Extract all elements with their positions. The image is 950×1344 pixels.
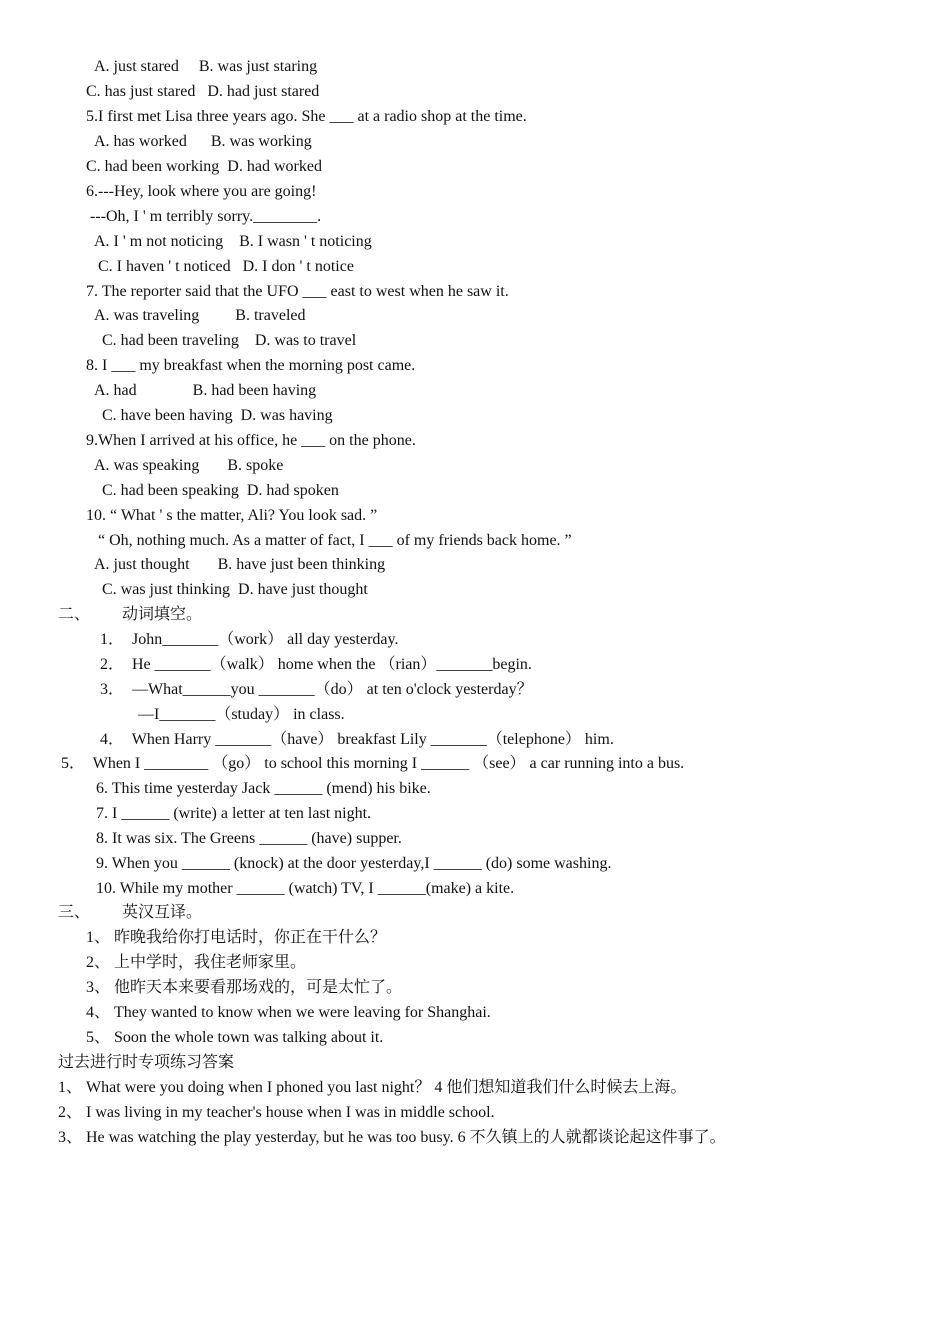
question-10-options-cd: C. was just thinking D. have just thought (102, 581, 368, 598)
question-9-options-cd: C. had been speaking D. had spoken (102, 482, 339, 499)
translate-item-4: 4、 They wanted to know when we were leaving for Shanghai. (86, 1004, 491, 1021)
section-3-heading: 三、 英汉互译。 (58, 904, 203, 921)
question-5-stem: 5.I first met Lisa three years ago. She ___ at a radio shop at the time. (86, 108, 527, 125)
answers-heading: 过去进行时专项练习答案 (58, 1054, 235, 1071)
fill-item-8: 8. It was six. The Greens ______ (have) supper. (96, 830, 402, 847)
question-8-stem: 8. I ___ my breakfast when the morning post came. (86, 357, 416, 374)
question-10-options-ab: A. just thought B. have just been thinking (94, 556, 386, 573)
question-4-options-cd: C. has just stared D. had just stared (86, 83, 320, 100)
fill-item-1: 1． John_______（work） all day yesterday. (100, 631, 399, 648)
section-2-heading: 二、 动词填空。 (58, 606, 203, 623)
fill-item-2: 2． He _______（walk） home when the （rian）_______begin. (100, 656, 532, 673)
question-7-options-cd: C. had been traveling D. was to travel (102, 332, 357, 349)
fill-item-10: 10. While my mother ______ (watch) TV, I ______(make) a kite. (96, 880, 515, 897)
fill-item-4: 4． When Harry _______（have） breakfast Lily _______（telephone） him. (100, 731, 614, 748)
fill-item-7: 7. I ______ (write) a letter at ten last night. (96, 805, 372, 822)
question-5-options-ab: A. has worked B. was working (94, 133, 312, 150)
question-7-options-ab: A. was traveling B. traveled (94, 307, 306, 324)
question-6-response: ---Oh, I ' m terribly sorry.________. (90, 208, 322, 225)
question-9-options-ab: A. was speaking B. spoke (94, 457, 284, 474)
fill-item-6: 6. This time yesterday Jack ______ (mend) his bike. (96, 780, 431, 797)
fill-item-3: 3． —What______you _______（do） at ten o'clock yesterday？ (100, 681, 533, 698)
fill-item-9: 9. When you ______ (knock) at the door yesterday,I ______ (do) some washing. (96, 855, 612, 872)
answer-1: 1、 What were you doing when I phoned you last night？ 4 他们想知道我们什么时候去上海。 (58, 1079, 687, 1096)
question-8-options-cd: C. have been having D. was having (102, 407, 333, 424)
question-6-options-cd: C. I haven ' t noticed D. I don ' t notice (98, 258, 354, 275)
question-8-options-ab: A. had B. had been having (94, 382, 317, 399)
question-4-options-ab: A. just stared B. was just staring (94, 58, 318, 75)
fill-item-3-reply: —I_______（studay） in class. (138, 706, 345, 723)
question-6-stem: 6.---Hey, look where you are going! (86, 183, 317, 200)
question-9-stem: 9.When I arrived at his office, he ___ on the phone. (86, 432, 416, 449)
answer-2: 2、 I was living in my teacher's house when I was in middle school. (58, 1104, 495, 1121)
question-10-stem: 10. “ What ' s the matter, Ali? You look sad. ” (86, 507, 378, 524)
question-7-stem: 7. The reporter said that the UFO ___ east to west when he saw it. (86, 283, 509, 300)
translate-item-1: 1、 昨晚我给你打电话时，你正在干什么？ (86, 929, 387, 946)
question-10-response: “ Oh, nothing much. As a matter of fact, I ___ of my friends back home. ” (98, 532, 572, 549)
translate-item-5: 5、 Soon the whole town was talking about it. (86, 1029, 384, 1046)
fill-item-5: 5． When I ________ （go） to school this morning I ______ （see） a car running into a bus. (61, 755, 685, 772)
answer-3: 3、 He was watching the play yesterday, but he was too busy. 6 不久镇上的人就都谈论起这件事了。 (58, 1129, 726, 1146)
translate-item-3: 3、 他昨天本来要看那场戏的，可是太忙了。 (86, 979, 403, 996)
question-5-options-cd: C. had been working D. had worked (86, 158, 322, 175)
question-6-options-ab: A. I ' m not noticing B. I wasn ' t noticing (94, 233, 372, 250)
translate-item-2: 2、 上中学时，我住老师家里。 (86, 954, 307, 971)
